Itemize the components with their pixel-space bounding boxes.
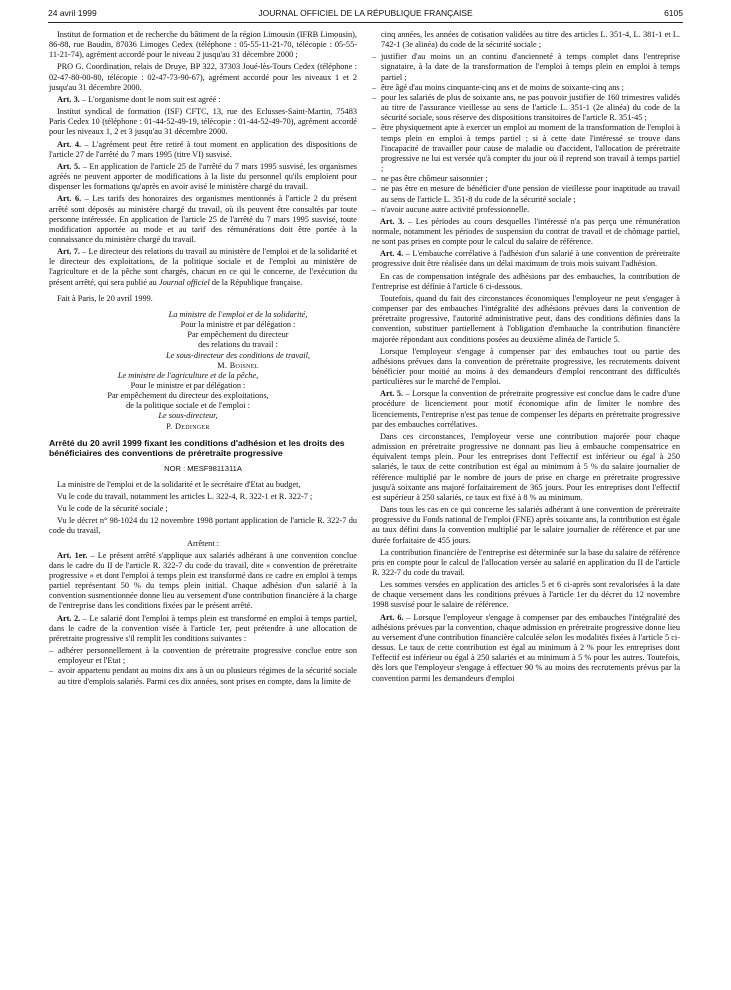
article-text: – En application de l'article 25 de l'arrêté du 7 mars 1995 susvisé, les organismes agréés ne peuvent apporter de modifications à la liste du personnel qu'ils emploient pour dispenser les formations qu'après en avoir avisé le ministère chargé du travail. (49, 161, 358, 192)
article-5 (49, 162, 357, 192)
signature-line: Le ministre de l'agriculture et de la pêche, (117, 370, 259, 380)
left-column (49, 30, 357, 689)
list-item: – être physiquement apte à exercer un emploi au moment de la transformation de l'emploi à temps plein en emploi à temps partiel ; si à cette date l'intéressé se trouve dans l'incapacité de travailler pour cause de maladie ou d'accident, l'allocation de préretraite progressive ne lui est versée qu'à compter du jour où il reprend son travail à temps partiel ; (372, 123, 680, 174)
list-item: – être âgé d'au moins cinquante-cinq ans et de moins de soixante-cinq ans ; (372, 83, 680, 93)
signature-line: Pour la ministre et par délégation : (180, 320, 296, 330)
arretent-heading: Arrêtent : (186, 538, 220, 548)
article-6 (49, 194, 357, 245)
article-label: Art. 7. (57, 247, 80, 257)
article-label: Art. 3. (57, 94, 80, 104)
article-3 (49, 95, 357, 105)
signatory-name: M. Boisnel (217, 360, 259, 370)
list-item: – justifier d'au moins un an continu d'ancienneté à temps complet dans l'entreprise signataire, à la date de la transformation de l'emploi à temps plein en emploi à temps partiel ; (372, 52, 680, 82)
list-item: – pour les salariés de plus de soixante ans, ne pas pouvoir justifier de 160 trimestres validés au titre de l'assurance vieillesse au sens de l'article L. 351-1 (2e alinéa) du code de la sécurité sociale, sous réserve des dispositions transitoires de l'article R. 351-45 ; (372, 93, 680, 123)
article-text: – Lorsque l'employeur s'engage à compenser par des embauches l'intégralité des adhésions prévues par la convention, chaque admission en préretraite progressive donne lieu au versement d'une contribution financière calculée selon les modalités fixées à l'article 5 ci-dessus. Le taux de cette contribution est égal au minimum à 2 % pour les entreprises dont l'effectif est inférieur ou égal à 250 salariés et au minimum à 5 % pour les autres. Toutefois, dès lors que l'employeur s'engage à effectuer 90 % au moins des recrutements prévus par la convention parmi les demandeurs d'emploi (372, 612, 681, 683)
paragraph: Dans ces circonstances, l'employeur verse une contribution majorée pour chaque admission en préretraite progressive ne donnant pas lieu à embauche compensatrice en équivalent temps plein. Pour les entreprises dont l'effectif est inférieur ou égal à 250 salariés, le taux de cette contribution est égal au minimum à 5 % du salaire journalier de référence multiplié par le nombre de jours de prise en charge en préretraite progressive jusqu'à soixante ans majoré forfaitairement de 365 jours. Pour les entreprises dont l'effectif est supérieur à 250 salariés, ce taux est fixé à 8 % au minimum. (372, 431, 680, 502)
nor-reference: NOR : MESF9811311A (164, 463, 242, 473)
article-2 (49, 614, 357, 644)
article-label: Art. 2. (57, 613, 81, 623)
signature-block-1 (49, 310, 357, 371)
article-6 (372, 613, 680, 684)
signature-block-2 (49, 371, 357, 432)
article-label: Art. 6. (57, 194, 82, 204)
header-rule (48, 22, 683, 23)
signature-line: de la politique sociale et de l'emploi : (126, 401, 250, 411)
article-5 (372, 389, 680, 430)
article-text: – Le salarié dont l'emploi à temps plein est transformé en emploi à temps partiel, dans le cadre de la convention visée à l'article 1er, peut prétendre à une allocation de préretraite progressive s'il remplit les conditions suivantes : (49, 613, 357, 643)
paragraph: Vu le code de la sécurité sociale ; (57, 504, 168, 514)
list-item: – avoir appartenu pendant au moins dix ans à un ou plusieurs régimes de la sécurité sociale au titre d'emplois salariés. Parmi ces dix années, sont prises en compte, dans la limite de (49, 666, 357, 686)
article-text: de la République française. (209, 277, 303, 287)
paragraph: PRO G. Coordination, relais de Druye, BP 322, 37303 Joué-lès-Tours Cedex (téléphone : 02-47-80-00-80, télécopie : 02-47-73-90-67), agrément accordé pour les niveaux 1 et 2 jusqu'au 31 décembre 2000. (49, 62, 357, 92)
signatory-name: P. Dedinger (166, 421, 210, 431)
signature-line: La ministre de l'emploi et de la solidarité, (168, 309, 308, 319)
article-label: Art. 1er. (57, 550, 88, 560)
article-text: – Lorsque la convention de préretraite progressive est conclue dans le cadre d'une procédure de licenciement pour motif économique afin de limiter le nombre des licenciements, l'entreprise n'est pas tenue de compenser les départs en préretraite progressive par des embauches corrélatives. (372, 389, 681, 429)
paragraph: cinq années, les années de cotisation validées au titre des articles L. 351-4, L. 381-1 et L. 742-1 (3e alinéa) du code de la sécurité sociale ; (381, 30, 680, 50)
paragraph: La ministre de l'emploi et de la solidarité et le secrétaire d'Etat au budget, (57, 479, 301, 489)
right-column (372, 30, 680, 686)
article-1 (49, 551, 357, 612)
article-4 (372, 249, 680, 269)
article-4 (49, 140, 357, 160)
header-page-number: 6105 (664, 8, 683, 18)
signature-line: Par empêchement du directeur (187, 330, 289, 340)
conditions-list (372, 52, 680, 215)
article-label: Art. 5. (57, 161, 81, 171)
list-item: – adhérer personnellement à la convention de préretraite progressive conclue entre son employeur et l'Etat ; (49, 646, 357, 666)
paragraph: Lorsque l'employeur s'engage à compenser par des embauches tout ou partie des adhésions prévues dans la convention de préretraite progressive, les recrutements doivent bénéficier pour moitié au moins à des demandeurs d'emploi rencontrant des difficultés particulières sur le marché de l'emploi. (372, 346, 680, 387)
article-label: Art. 4. (57, 139, 82, 149)
article-7 (49, 247, 357, 288)
paragraph: Les sommes versées en application des articles 5 et 6 ci-après sont revalorisées à la date de chaque versement dans les conditions prévues à l'article 1er du décret du 12 novembre 1998 susvisé pour le salaire de référence. (372, 580, 680, 610)
signature-line: Pour le ministre et par délégation : (130, 381, 246, 390)
article-text: – L'organisme dont le nom suit est agréé : (79, 94, 221, 104)
list-item: – ne pas être chômeur saisonnier ; (372, 174, 680, 184)
signature-line: Par empêchement du directeur des exploitations, (107, 391, 269, 401)
page-header (48, 8, 683, 22)
header-date: 24 avril 1999 (48, 8, 97, 18)
decree-title: Arrêté du 20 avril 1999 fixant les conditions d'adhésion et les droits des bénéficiaires des conventions de préretraite progressive (49, 437, 345, 459)
signature-line: Le sous-directeur, (158, 411, 218, 421)
signature-line: Le sous-directeur des conditions de travail, (166, 350, 310, 360)
article-label: Art. 4. (380, 249, 404, 259)
paragraph: Dans tous les cas en ce qui concerne les salariés adhérant à une convention de préretraite progressive du Fonds national de l'emploi (FNE) après soixante ans, la contribution est égale au taux défini dans la convention multiplié par le salaire journalier de référence et par une durée forfaitaire de 455 jours. (372, 505, 680, 545)
conditions-list (49, 646, 357, 687)
paragraph: Toutefois, quand du fait des circonstances économiques l'employeur ne peut s'engager à compenser par des embauches l'intégralité des adhésions prévues dans la convention de préretraite progressive, l'autorité administrative peut, dans des conditions définies dans la convention, substituer partiellement à l'obligation d'embauche la contribution financière majorée répondant aux conditions posées au deuxième alinéa de l'article 5. (372, 293, 680, 344)
list-item: – n'avoir aucune autre activité professionnelle. (372, 205, 680, 215)
paragraph: En cas de compensation intégrale des adhésions par des embauches, la contribution de l'entreprise est définie à l'article 6 ci-dessous. (372, 271, 680, 291)
article-text: – Le directeur des relations du travail au ministère de l'emploi et de la solidarité et le directeur des exploitations, de la politique sociale et de l'emploi au ministère de l'agriculture et de la pêche sont chargés, chacun en ce qui le concerne, de l'exécution du présent arrêté, qui sera publié au (49, 247, 357, 287)
list-item: – ne pas être en mesure de bénéficier d'une pension de vieillesse pour inaptitude au travail au sens de l'article L. 351-8 du code de la sécurité sociale ; (372, 184, 680, 204)
paragraph: Vu le code du travail, notamment les articles L. 322-4, R. 322-1 et R. 322-7 ; (57, 491, 313, 501)
header-journal-title: JOURNAL OFFICIEL DE LA RÉPUBLIQUE FRANÇAISE (258, 8, 473, 18)
paragraph: Vu le décret n° 98-1024 du 12 novembre 1998 portant application de l'article R. 322-7 du code du travail, (49, 516, 357, 536)
paragraph: Institut de formation et de recherche du bâtiment de la région Limousin (IFRB Limousin), 86-88, rue Baudin, 87036 Limoges Cedex (téléphone : 05-55-11-21-70, télécopie : 05-55-11-21-74), agrément accordé pour le niveau 2 jusqu'au 31 décembre 2000 ; (49, 30, 357, 60)
signing-place-date: Fait à Paris, le 20 avril 1999. (57, 293, 153, 303)
paragraph: Institut syndical de formation (ISF) CFTC, 13, rue des Eclusses-Saint-Martin, 75483 Paris Cedex 10 (téléphone : 01-44-52-49-19, télécopie : 01-44-52-49-70), agrément accordé pour les niveaux 1, 2 et 3 jusqu'au 31 décembre 2000. (49, 107, 357, 137)
article-text: – Les périodes au cours desquelles l'intéressé n'a pas perçu une rémunération normale, notamment les périodes de suspension du contrat de travail et de chômage partiel, ne sont pas prises en compte pour le calcul du salaire de référence. (372, 216, 680, 247)
article-label: Art. 5. (380, 389, 404, 399)
article-3 (372, 217, 680, 247)
article-text: – L'embauche corrélative à l'adhésion d'un salarié à une convention de préretraite progressive doit être réalisée dans un délai maximum de trois mois suivant l'adhésion. (372, 249, 680, 269)
signature-line: des relations du travail : (198, 340, 278, 350)
article-text: – L'agrément peut être retiré à tout moment en application des dispositions de l'article 27 de l'arrêté du 7 mars 1995 (titre VI) susvisé. (49, 139, 358, 159)
journal-reference: Journal officiel (158, 277, 210, 287)
article-text: – Les tarifs des honoraires des organismes mentionnés à l'article 2 du présent arrêté sont déposés au ministère chargé du travail, où ils peuvent être consultés par toute personne intéressée. En application de l'article 25 de l'arrêté du 7 mars 1995 susvisé, toute modification apportée au mode et au tarif des rémunérations doit être portée à la connaissance du ministère chargé du travail. (49, 194, 357, 244)
article-label: Art. 6. (380, 612, 404, 622)
paragraph: La contribution financière de l'entreprise est déterminée sur la base du salaire de référence pris en compte pour le calcul de l'allocation versée au salarié en application du II de l'article R. 322-7 du code du travail. (372, 547, 680, 577)
article-label: Art. 3. (380, 216, 405, 226)
article-text: – Le présent arrêté s'applique aux salariés adhérant à une convention conclue dans le cadre du II de l'article R. 322-7 du code du travail, dite « convention de préretraite progressive » et dont l'emploi à temps plein est transformé dans ce cadre en emploi à temps partiel représentant 50 % du temps plein initial. Chaque adhésion d'un salarié à la convention susmentionnée donne lieu au versement d'une contribution financière à la charge de l'entreprise dans les conditions fixées par le présent arrêté. (49, 550, 357, 611)
